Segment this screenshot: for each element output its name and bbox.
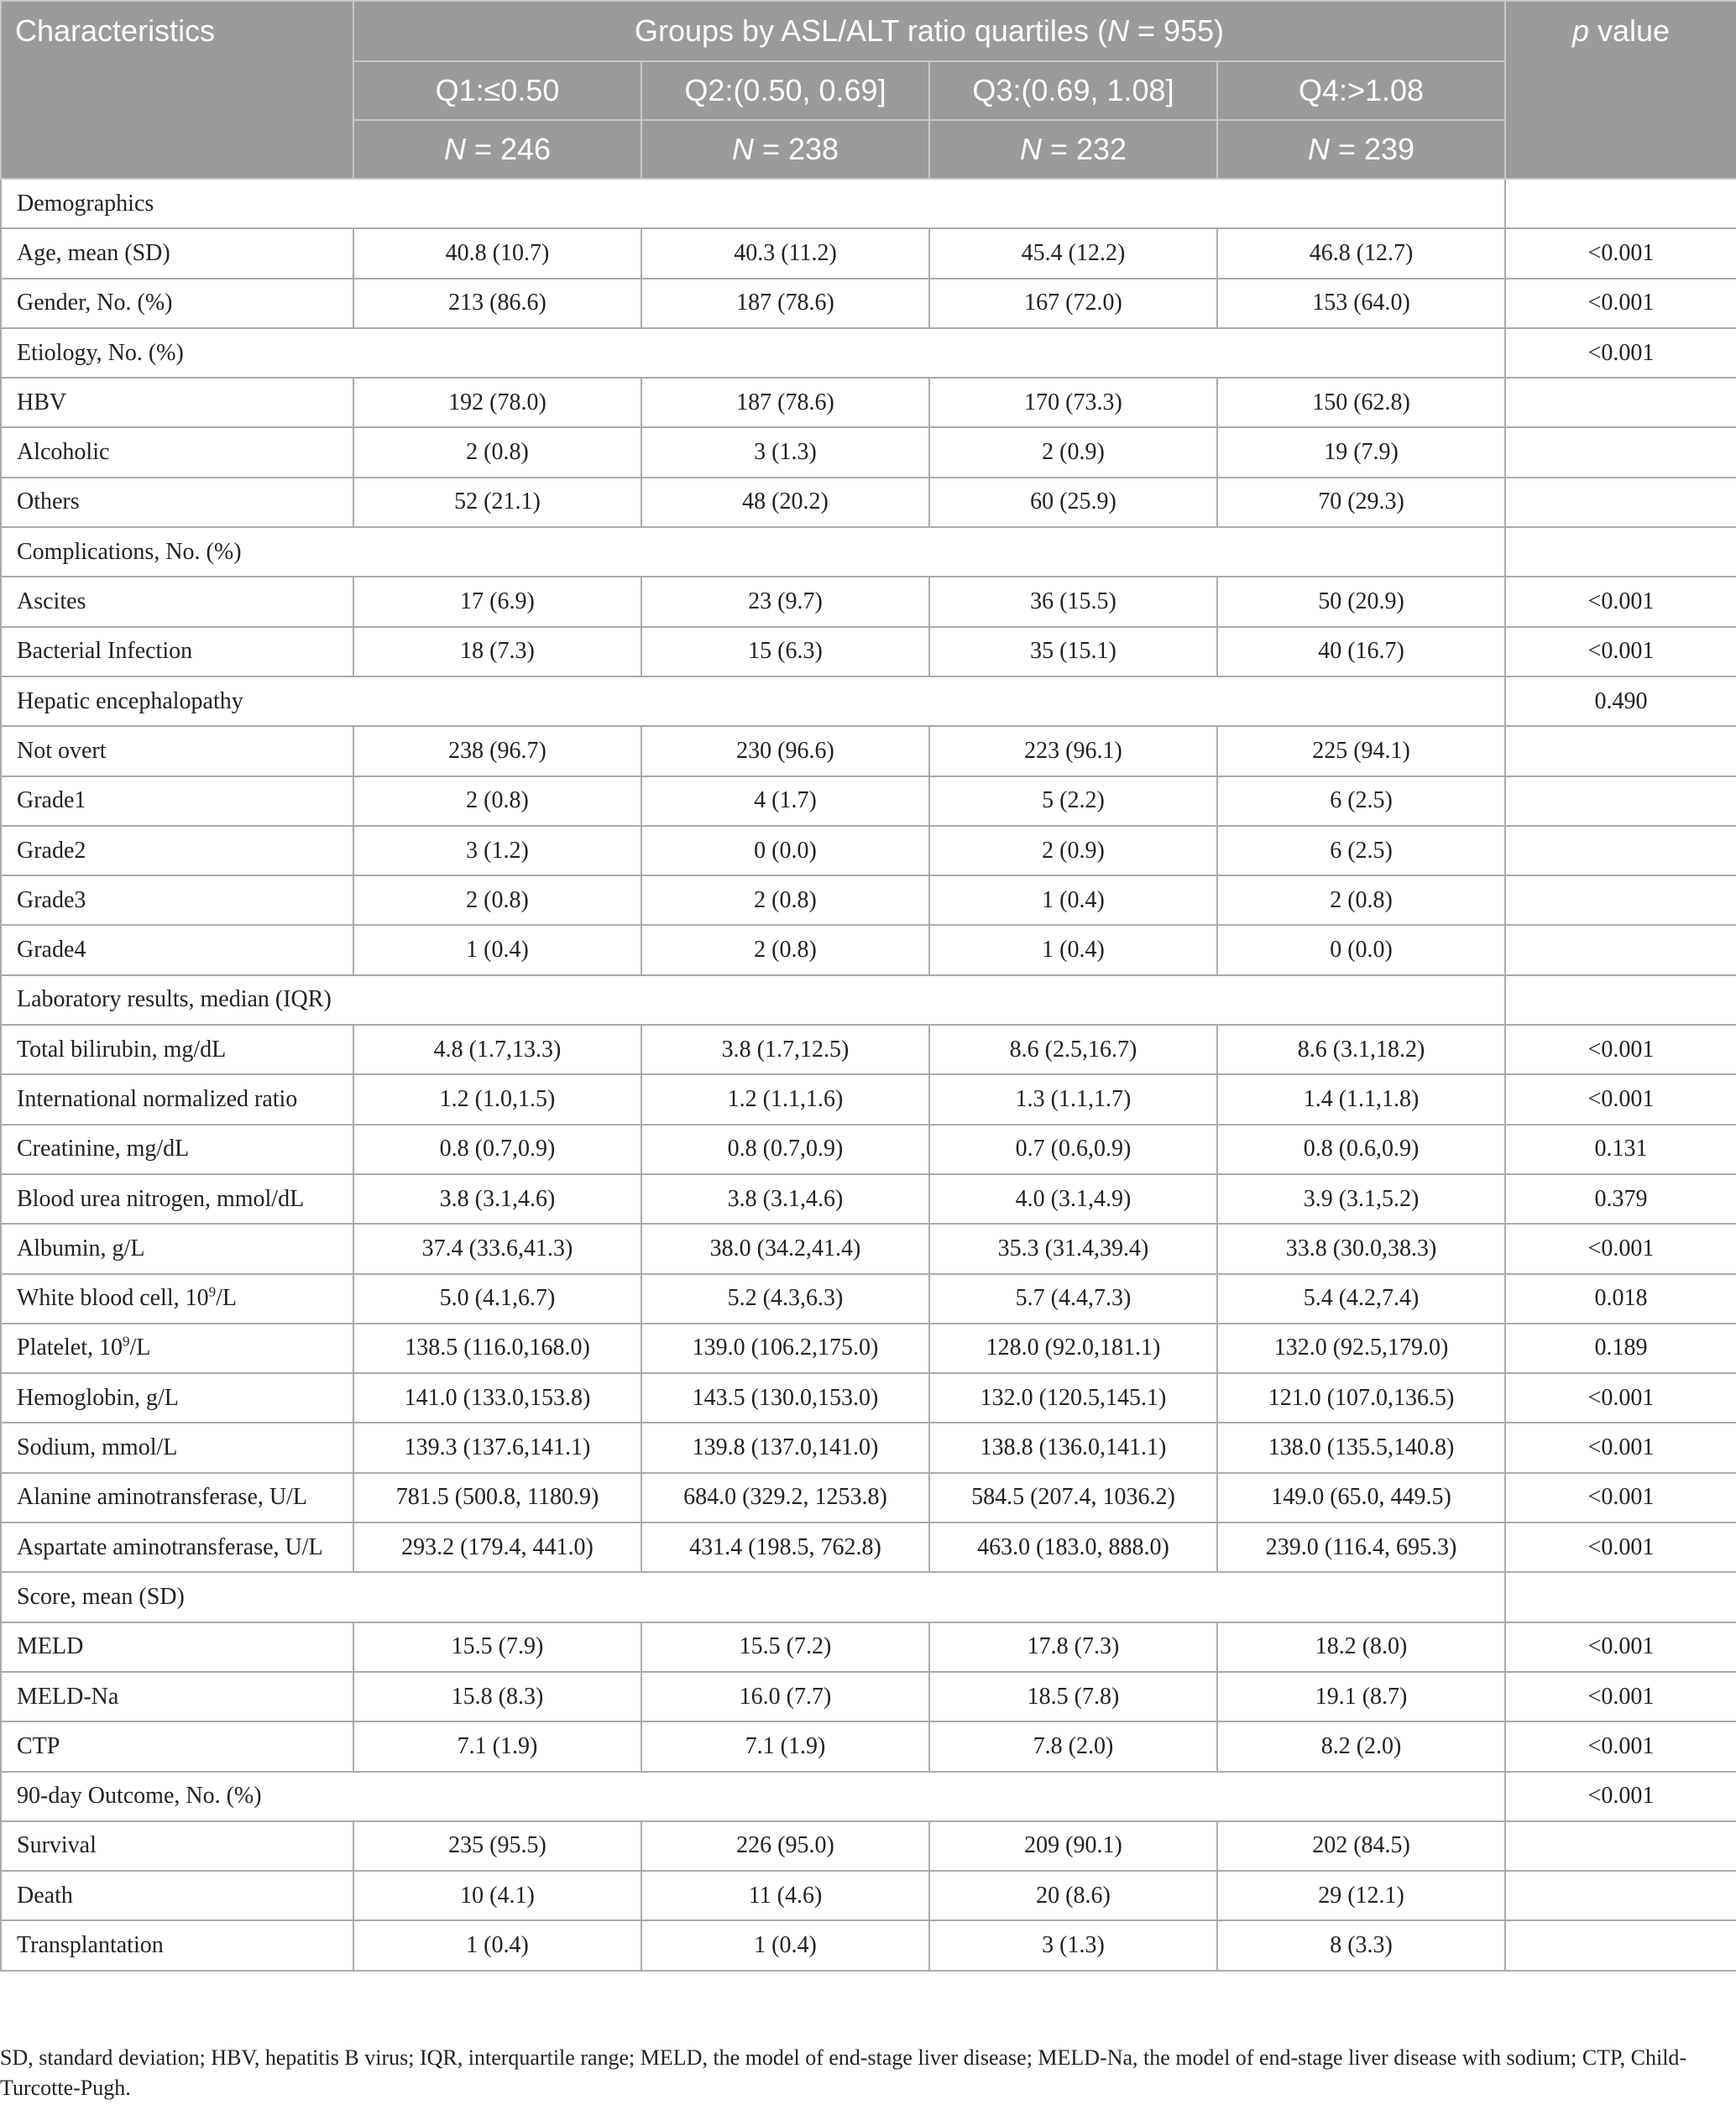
section-row — [1, 527, 1736, 577]
cell-p-value: 0.490 — [1505, 676, 1736, 726]
cell-q2: 431.4 (198.5, 762.8) — [641, 1523, 929, 1572]
cell-q1: 2 (0.8) — [353, 776, 641, 826]
cell-q3: 2 (0.9) — [929, 826, 1217, 875]
row-label: Age, mean (SD) — [1, 228, 353, 278]
table-row — [1, 1174, 1736, 1224]
cell-q3: 167 (72.0) — [929, 279, 1217, 328]
row-label: Death — [1, 1871, 353, 1920]
cell-q3: 1 (0.4) — [929, 875, 1217, 925]
cell-p-value — [1505, 826, 1736, 875]
table-row — [1, 427, 1736, 477]
cell-q3: 60 (25.9) — [929, 478, 1217, 527]
row-label: Gender, No. (%) — [1, 279, 353, 328]
cell-p-value — [1505, 427, 1736, 477]
row-label: Aspartate aminotransferase, U/L — [1, 1523, 353, 1572]
cell-q1: 37.4 (33.6,41.3) — [353, 1224, 641, 1273]
row-label: Platelet, $10^9/L$ — [1, 1324, 353, 1373]
section-row — [1, 179, 1736, 228]
cell-p-value — [1505, 527, 1736, 577]
cell-q2: 139.8 (137.0,141.0) — [641, 1423, 929, 1472]
cell-q3: 2 (0.9) — [929, 427, 1217, 477]
cell-q3: 7.8 (2.0) — [929, 1721, 1217, 1771]
table-row — [1, 228, 1736, 278]
row-label: Bacterial Infection — [1, 627, 353, 676]
section-row — [1, 1772, 1736, 1821]
cell-q1: 4.8 (1.7,13.3) — [353, 1025, 641, 1074]
cell-q1: 40.8 (10.7) — [353, 228, 641, 278]
cell-q1: 1.2 (1.0,1.5) — [353, 1074, 641, 1124]
cell-q1: 15.8 (8.3) — [353, 1672, 641, 1721]
cell-q2: 2 (0.8) — [641, 875, 929, 925]
cell-q4: 19.1 (8.7) — [1217, 1672, 1505, 1721]
section-row — [1, 328, 1736, 378]
cell-q2: 143.5 (130.0,153.0) — [641, 1373, 929, 1423]
row-label: Alanine aminotransferase, U/L — [1, 1473, 353, 1523]
cell-q4: 1.4 (1.1,1.8) — [1217, 1074, 1505, 1124]
row-label: Grade1 — [1, 776, 353, 826]
cell-q1: 238 (96.7) — [353, 726, 641, 776]
table-row — [1, 1125, 1736, 1174]
header-q2-n: N = 238 — [641, 120, 929, 179]
cell-q1: 293.2 (179.4, 441.0) — [353, 1523, 641, 1572]
cell-q2: 15.5 (7.2) — [641, 1622, 929, 1672]
header-q1-label: Q1:≤0.50 — [353, 61, 641, 120]
cell-q4: 138.0 (135.5,140.8) — [1217, 1423, 1505, 1472]
table-body — [1, 179, 1736, 1971]
cell-q3: 128.0 (92.0,181.1) — [929, 1324, 1217, 1373]
cell-q1: 10 (4.1) — [353, 1871, 641, 1920]
cell-q1: 235 (95.5) — [353, 1821, 641, 1871]
table-row — [1, 1523, 1736, 1572]
cell-p-value: <0.001 — [1505, 1622, 1736, 1672]
table-row — [1, 279, 1736, 328]
cell-q2: 0.8 (0.7,0.9) — [641, 1125, 929, 1174]
row-label: 90-day Outcome, No. (%) — [1, 1772, 1505, 1821]
cell-q4: 8.6 (3.1,18.2) — [1217, 1025, 1505, 1074]
table-row — [1, 875, 1736, 925]
cell-q3: 36 (15.5) — [929, 577, 1217, 626]
row-label: Grade2 — [1, 826, 353, 875]
cell-p-value: <0.001 — [1505, 279, 1736, 328]
cell-q2: 38.0 (34.2,41.4) — [641, 1224, 929, 1273]
cell-q3: 1.3 (1.1,1.7) — [929, 1074, 1217, 1124]
cell-p-value: 0.131 — [1505, 1125, 1736, 1174]
cell-p-value — [1505, 875, 1736, 925]
row-label: Blood urea nitrogen, mmol/dL — [1, 1174, 353, 1224]
cell-q2: 48 (20.2) — [641, 478, 929, 527]
cell-q2: 2 (0.8) — [641, 925, 929, 974]
table-footnote: SD, standard deviation; HBV, hepatitis B virus; IQR, interquartile range; MELD, the model of end-stage liver disease; MELD-Na, the model of end-stage liver disease with sodium; CTP, Child-Turcotte-Pugh. — [0, 2045, 1687, 2100]
cell-q3: 18.5 (7.8) — [929, 1672, 1217, 1721]
cell-p-value: <0.001 — [1505, 1224, 1736, 1273]
cell-q1: 781.5 (500.8, 1180.9) — [353, 1473, 641, 1523]
cell-q3: 8.6 (2.5,16.7) — [929, 1025, 1217, 1074]
row-label: Others — [1, 478, 353, 527]
cell-q4: 153 (64.0) — [1217, 279, 1505, 328]
row-label: Laboratory results, median (IQR) — [1, 975, 1505, 1025]
table-row — [1, 1074, 1736, 1124]
row-label: MELD-Na — [1, 1672, 353, 1721]
cell-q1: 3.8 (3.1,4.6) — [353, 1174, 641, 1224]
row-label: HBV — [1, 378, 353, 427]
cell-p-value: <0.001 — [1505, 1025, 1736, 1074]
cell-q4: 0.8 (0.6,0.9) — [1217, 1125, 1505, 1174]
cell-q2: 5.2 (4.3,6.3) — [641, 1274, 929, 1324]
cell-q1: 5.0 (4.1,6.7) — [353, 1274, 641, 1324]
cell-p-value: 0.018 — [1505, 1274, 1736, 1324]
cell-q2: 3.8 (3.1,4.6) — [641, 1174, 929, 1224]
row-label: Hemoglobin, g/L — [1, 1373, 353, 1423]
cell-p-value — [1505, 179, 1736, 228]
cell-q4: 132.0 (92.5,179.0) — [1217, 1324, 1505, 1373]
table-row — [1, 1821, 1736, 1871]
cell-q2: 187 (78.6) — [641, 378, 929, 427]
cell-p-value: <0.001 — [1505, 228, 1736, 278]
cell-p-value: <0.001 — [1505, 577, 1736, 626]
table-row — [1, 1324, 1736, 1373]
header-q3-label: Q3:(0.69, 1.08] — [929, 61, 1217, 120]
header-q1-n: N = 246 — [353, 120, 641, 179]
cell-q2: 4 (1.7) — [641, 776, 929, 826]
cell-q2: 0 (0.0) — [641, 826, 929, 875]
cell-q4: 5.4 (4.2,7.4) — [1217, 1274, 1505, 1324]
cell-q4: 202 (84.5) — [1217, 1821, 1505, 1871]
cell-q2: 139.0 (106.2,175.0) — [641, 1324, 929, 1373]
cell-q4: 8 (3.3) — [1217, 1920, 1505, 1970]
table-row — [1, 1423, 1736, 1472]
cell-q2: 684.0 (329.2, 1253.8) — [641, 1473, 929, 1523]
cell-p-value: 0.189 — [1505, 1324, 1736, 1373]
cell-q4: 19 (7.9) — [1217, 427, 1505, 477]
row-label: Creatinine, mg/dL — [1, 1125, 353, 1174]
cell-q2: 15 (6.3) — [641, 627, 929, 676]
cell-q3: 4.0 (3.1,4.9) — [929, 1174, 1217, 1224]
cell-p-value — [1505, 776, 1736, 826]
header-p-value: p value — [1505, 1, 1736, 179]
table-row — [1, 776, 1736, 826]
row-label: Sodium, mmol/L — [1, 1423, 353, 1472]
cell-q4: 46.8 (12.7) — [1217, 228, 1505, 278]
cell-p-value: <0.001 — [1505, 627, 1736, 676]
cell-q4: 18.2 (8.0) — [1217, 1622, 1505, 1672]
cell-q4: 50 (20.9) — [1217, 577, 1505, 626]
cell-p-value: <0.001 — [1505, 1772, 1736, 1821]
header-group-title: Groups by ASL/ALT ratio quartiles (N = 955) — [353, 1, 1505, 61]
table-row — [1, 1274, 1736, 1324]
row-label: International normalized ratio — [1, 1074, 353, 1124]
cell-q2: 1.2 (1.1,1.6) — [641, 1074, 929, 1124]
cell-q1: 52 (21.1) — [353, 478, 641, 527]
row-label: Demographics — [1, 179, 1505, 228]
table-row — [1, 1920, 1736, 1970]
cell-q4: 33.8 (30.0,38.3) — [1217, 1224, 1505, 1273]
cell-p-value — [1505, 726, 1736, 776]
cell-q1: 138.5 (116.0,168.0) — [353, 1324, 641, 1373]
cell-q2: 3 (1.3) — [641, 427, 929, 477]
cell-q1: 3 (1.2) — [353, 826, 641, 875]
cell-q4: 0 (0.0) — [1217, 925, 1505, 974]
cell-p-value — [1505, 1871, 1736, 1920]
cell-q4: 225 (94.1) — [1217, 726, 1505, 776]
header-q2-label: Q2:(0.50, 0.69] — [641, 61, 929, 120]
cell-q4: 3.9 (3.1,5.2) — [1217, 1174, 1505, 1224]
cell-q2: 23 (9.7) — [641, 577, 929, 626]
cell-q1: 15.5 (7.9) — [353, 1622, 641, 1672]
row-label: Alcoholic — [1, 427, 353, 477]
row-label: CTP — [1, 1721, 353, 1771]
cell-q2: 230 (96.6) — [641, 726, 929, 776]
table-row — [1, 925, 1736, 974]
row-label: Score, mean (SD) — [1, 1572, 1505, 1622]
table-row — [1, 627, 1736, 676]
cell-q1: 2 (0.8) — [353, 427, 641, 477]
cell-q3: 0.7 (0.6,0.9) — [929, 1125, 1217, 1174]
cell-q3: 17.8 (7.3) — [929, 1622, 1217, 1672]
section-row — [1, 676, 1736, 726]
cell-p-value: <0.001 — [1505, 1721, 1736, 1771]
header-q3-n: N = 232 — [929, 120, 1217, 179]
row-label: Albumin, g/L — [1, 1224, 353, 1273]
row-label: Not overt — [1, 726, 353, 776]
cell-q4: 150 (62.8) — [1217, 378, 1505, 427]
cell-q3: 3 (1.3) — [929, 1920, 1217, 1970]
cell-p-value — [1505, 1572, 1736, 1622]
section-row — [1, 975, 1736, 1025]
cell-q2: 40.3 (11.2) — [641, 228, 929, 278]
table-row — [1, 378, 1736, 427]
cell-q4: 239.0 (116.4, 695.3) — [1217, 1523, 1505, 1572]
cell-q1: 0.8 (0.7,0.9) — [353, 1125, 641, 1174]
cell-q1: 1 (0.4) — [353, 1920, 641, 1970]
table-header — [1, 1, 1736, 179]
cell-q3: 132.0 (120.5,145.1) — [929, 1373, 1217, 1423]
cell-q3: 170 (73.3) — [929, 378, 1217, 427]
cell-q4: 121.0 (107.0,136.5) — [1217, 1373, 1505, 1423]
cell-q1: 17 (6.9) — [353, 577, 641, 626]
cell-p-value: <0.001 — [1505, 1074, 1736, 1124]
row-label: White blood cell, $10^9/L$ — [1, 1274, 353, 1324]
table-row — [1, 1622, 1736, 1672]
cell-q3: 1 (0.4) — [929, 925, 1217, 974]
row-label: Ascites — [1, 577, 353, 626]
header-q4-label: Q4:>1.08 — [1217, 61, 1505, 120]
cell-q1: 139.3 (137.6,141.1) — [353, 1423, 641, 1472]
cell-q1: 18 (7.3) — [353, 627, 641, 676]
cell-q3: 45.4 (12.2) — [929, 228, 1217, 278]
cell-q1: 213 (86.6) — [353, 279, 641, 328]
table-row — [1, 1224, 1736, 1273]
cell-p-value — [1505, 378, 1736, 427]
table-row — [1, 478, 1736, 527]
cell-q3: 35.3 (31.4,39.4) — [929, 1224, 1217, 1273]
cell-q4: 2 (0.8) — [1217, 875, 1505, 925]
cell-q2: 16.0 (7.7) — [641, 1672, 929, 1721]
cell-q4: 70 (29.3) — [1217, 478, 1505, 527]
row-label: Etiology, No. (%) — [1, 328, 1505, 378]
row-label: Complications, No. (%) — [1, 527, 1505, 577]
cell-q4: 29 (12.1) — [1217, 1871, 1505, 1920]
cell-p-value: 0.379 — [1505, 1174, 1736, 1224]
cell-q3: 584.5 (207.4, 1036.2) — [929, 1473, 1217, 1523]
cell-q2: 187 (78.6) — [641, 279, 929, 328]
cell-q4: 8.2 (2.0) — [1217, 1721, 1505, 1771]
cell-q1: 7.1 (1.9) — [353, 1721, 641, 1771]
cell-q3: 35 (15.1) — [929, 627, 1217, 676]
cell-q1: 192 (78.0) — [353, 378, 641, 427]
cell-q3: 20 (8.6) — [929, 1871, 1217, 1920]
cell-q4: 149.0 (65.0, 449.5) — [1217, 1473, 1505, 1523]
cell-p-value — [1505, 925, 1736, 974]
table-row — [1, 577, 1736, 626]
cell-p-value: <0.001 — [1505, 1423, 1736, 1472]
cell-q1: 2 (0.8) — [353, 875, 641, 925]
table-row — [1, 1871, 1736, 1920]
row-label: MELD — [1, 1622, 353, 1672]
table-row — [1, 1473, 1736, 1523]
table-row — [1, 726, 1736, 776]
cell-q4: 40 (16.7) — [1217, 627, 1505, 676]
cell-q3: 463.0 (183.0, 888.0) — [929, 1523, 1217, 1572]
table-row — [1, 1672, 1736, 1721]
row-label: Transplantation — [1, 1920, 353, 1970]
cell-q3: 223 (96.1) — [929, 726, 1217, 776]
cell-p-value — [1505, 975, 1736, 1025]
row-label: Total bilirubin, mg/dL — [1, 1025, 353, 1074]
cell-q2: 7.1 (1.9) — [641, 1721, 929, 1771]
section-row — [1, 1572, 1736, 1622]
header-q4-n: N = 239 — [1217, 120, 1505, 179]
table-row — [1, 1721, 1736, 1771]
cell-q2: 226 (95.0) — [641, 1821, 929, 1871]
header-characteristics: Characteristics — [1, 1, 353, 179]
cell-q2: 1 (0.4) — [641, 1920, 929, 1970]
cell-p-value: <0.001 — [1505, 1523, 1736, 1572]
cell-q3: 5 (2.2) — [929, 776, 1217, 826]
cell-p-value: <0.001 — [1505, 1373, 1736, 1423]
row-label: Grade3 — [1, 875, 353, 925]
cell-p-value: <0.001 — [1505, 1672, 1736, 1721]
cell-q3: 138.8 (136.0,141.1) — [929, 1423, 1217, 1472]
cell-p-value — [1505, 1920, 1736, 1970]
cell-q1: 1 (0.4) — [353, 925, 641, 974]
cell-q3: 209 (90.1) — [929, 1821, 1217, 1871]
cell-q4: 6 (2.5) — [1217, 826, 1505, 875]
cell-q1: 141.0 (133.0,153.8) — [353, 1373, 641, 1423]
table-row — [1, 826, 1736, 875]
cell-p-value — [1505, 1821, 1736, 1871]
row-label: Grade4 — [1, 925, 353, 974]
cell-p-value: <0.001 — [1505, 328, 1736, 378]
table-row — [1, 1025, 1736, 1074]
cell-p-value: <0.001 — [1505, 1473, 1736, 1523]
row-label: Survival — [1, 1821, 353, 1871]
row-label: Hepatic encephalopathy — [1, 676, 1505, 726]
cell-p-value — [1505, 478, 1736, 527]
table-row — [1, 1373, 1736, 1423]
cell-q4: 6 (2.5) — [1217, 776, 1505, 826]
cell-q2: 11 (4.6) — [641, 1871, 929, 1920]
cell-q3: 5.7 (4.4,7.3) — [929, 1274, 1217, 1324]
cell-q2: 3.8 (1.7,12.5) — [641, 1025, 929, 1074]
